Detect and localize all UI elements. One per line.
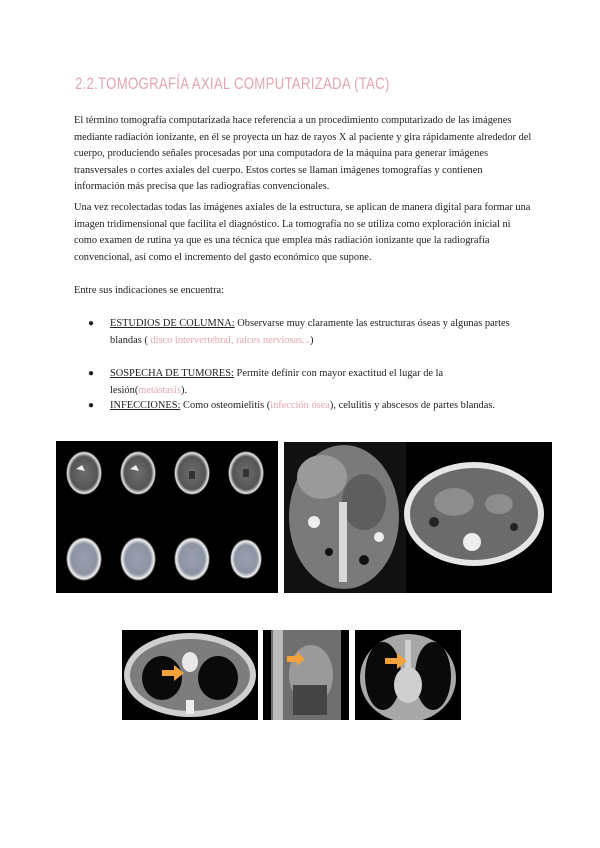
list-item-body xyxy=(110,398,510,415)
thorax-axial-ct-image xyxy=(122,630,258,720)
brain-ct-slices-image xyxy=(56,441,278,593)
thorax-coronal-ct-image xyxy=(355,630,461,720)
list-item-text: Como osteomielitis ( xyxy=(180,400,271,411)
bullet-icon: ● xyxy=(88,368,95,379)
bullet-icon: ● xyxy=(88,400,95,411)
paragraph-reconstruction: Una vez recolectadas todas las imágenes axiales de la estructura, se aplican de manera digital para formar una imagen tridimensional que facilita el diagnóstico. La tomografía no se utiliza como exploración inicial ni como examen de rutina ya que es una técnica que emplea más radiación ionizante que la radiografía convencional, así como el incremento del gasto económico que supone. xyxy=(74,202,531,263)
list-item-highlight: disco intervertebral, raíces nerviosas... xyxy=(150,334,310,346)
list-item-after: ), celulitis y abscesos de partes blandas. xyxy=(329,400,495,411)
list-item-term: SOSPECHA DE TUMORES: xyxy=(110,368,234,379)
list-item-term: INFECCIONES: xyxy=(110,400,181,411)
thorax-sagittal-ct-image xyxy=(263,630,349,720)
paragraph-definition: El término tomografía computarizada hace referencia a un procedimiento computarizado de las imágenes mediante radiación ionizante, en él se proyecta un haz de rayos X al paciente y gira rápidamente alrededor del cuerpo, produciendo señales procesadas por una computadora de la máquina para generar imágenes transversales o cortes axiales del cuerpo. Estos cortes se llaman imágenes tomografías y contienen información más precisa que las radiografías convencionales. xyxy=(74,115,532,193)
list-item-body xyxy=(110,366,510,399)
indications-intro: Entre sus indicaciones se encuentra: xyxy=(74,285,225,296)
list-item-text: Permite definir con mayor exactitud el lugar de la lesión( xyxy=(110,368,444,396)
list-item-text: Observarse muy claramente las estructuras óseas y algunas partes blandas ( xyxy=(110,318,510,346)
list-item-after: ). xyxy=(181,384,188,396)
bullet-icon: ● xyxy=(88,318,95,329)
list-item-term: ESTUDIOS DE COLUMNA: xyxy=(110,318,235,329)
list-item-highlight: infección ósea xyxy=(270,400,330,411)
list-item-after: ) xyxy=(309,334,314,346)
section-heading: 2.2.TOMOGRAFÍA AXIAL COMPUTARIZADA (TAC) xyxy=(75,74,390,93)
list-item-body xyxy=(110,316,510,349)
list-item-highlight: metástasis xyxy=(138,384,181,396)
abdomen-ct-image xyxy=(284,442,552,593)
